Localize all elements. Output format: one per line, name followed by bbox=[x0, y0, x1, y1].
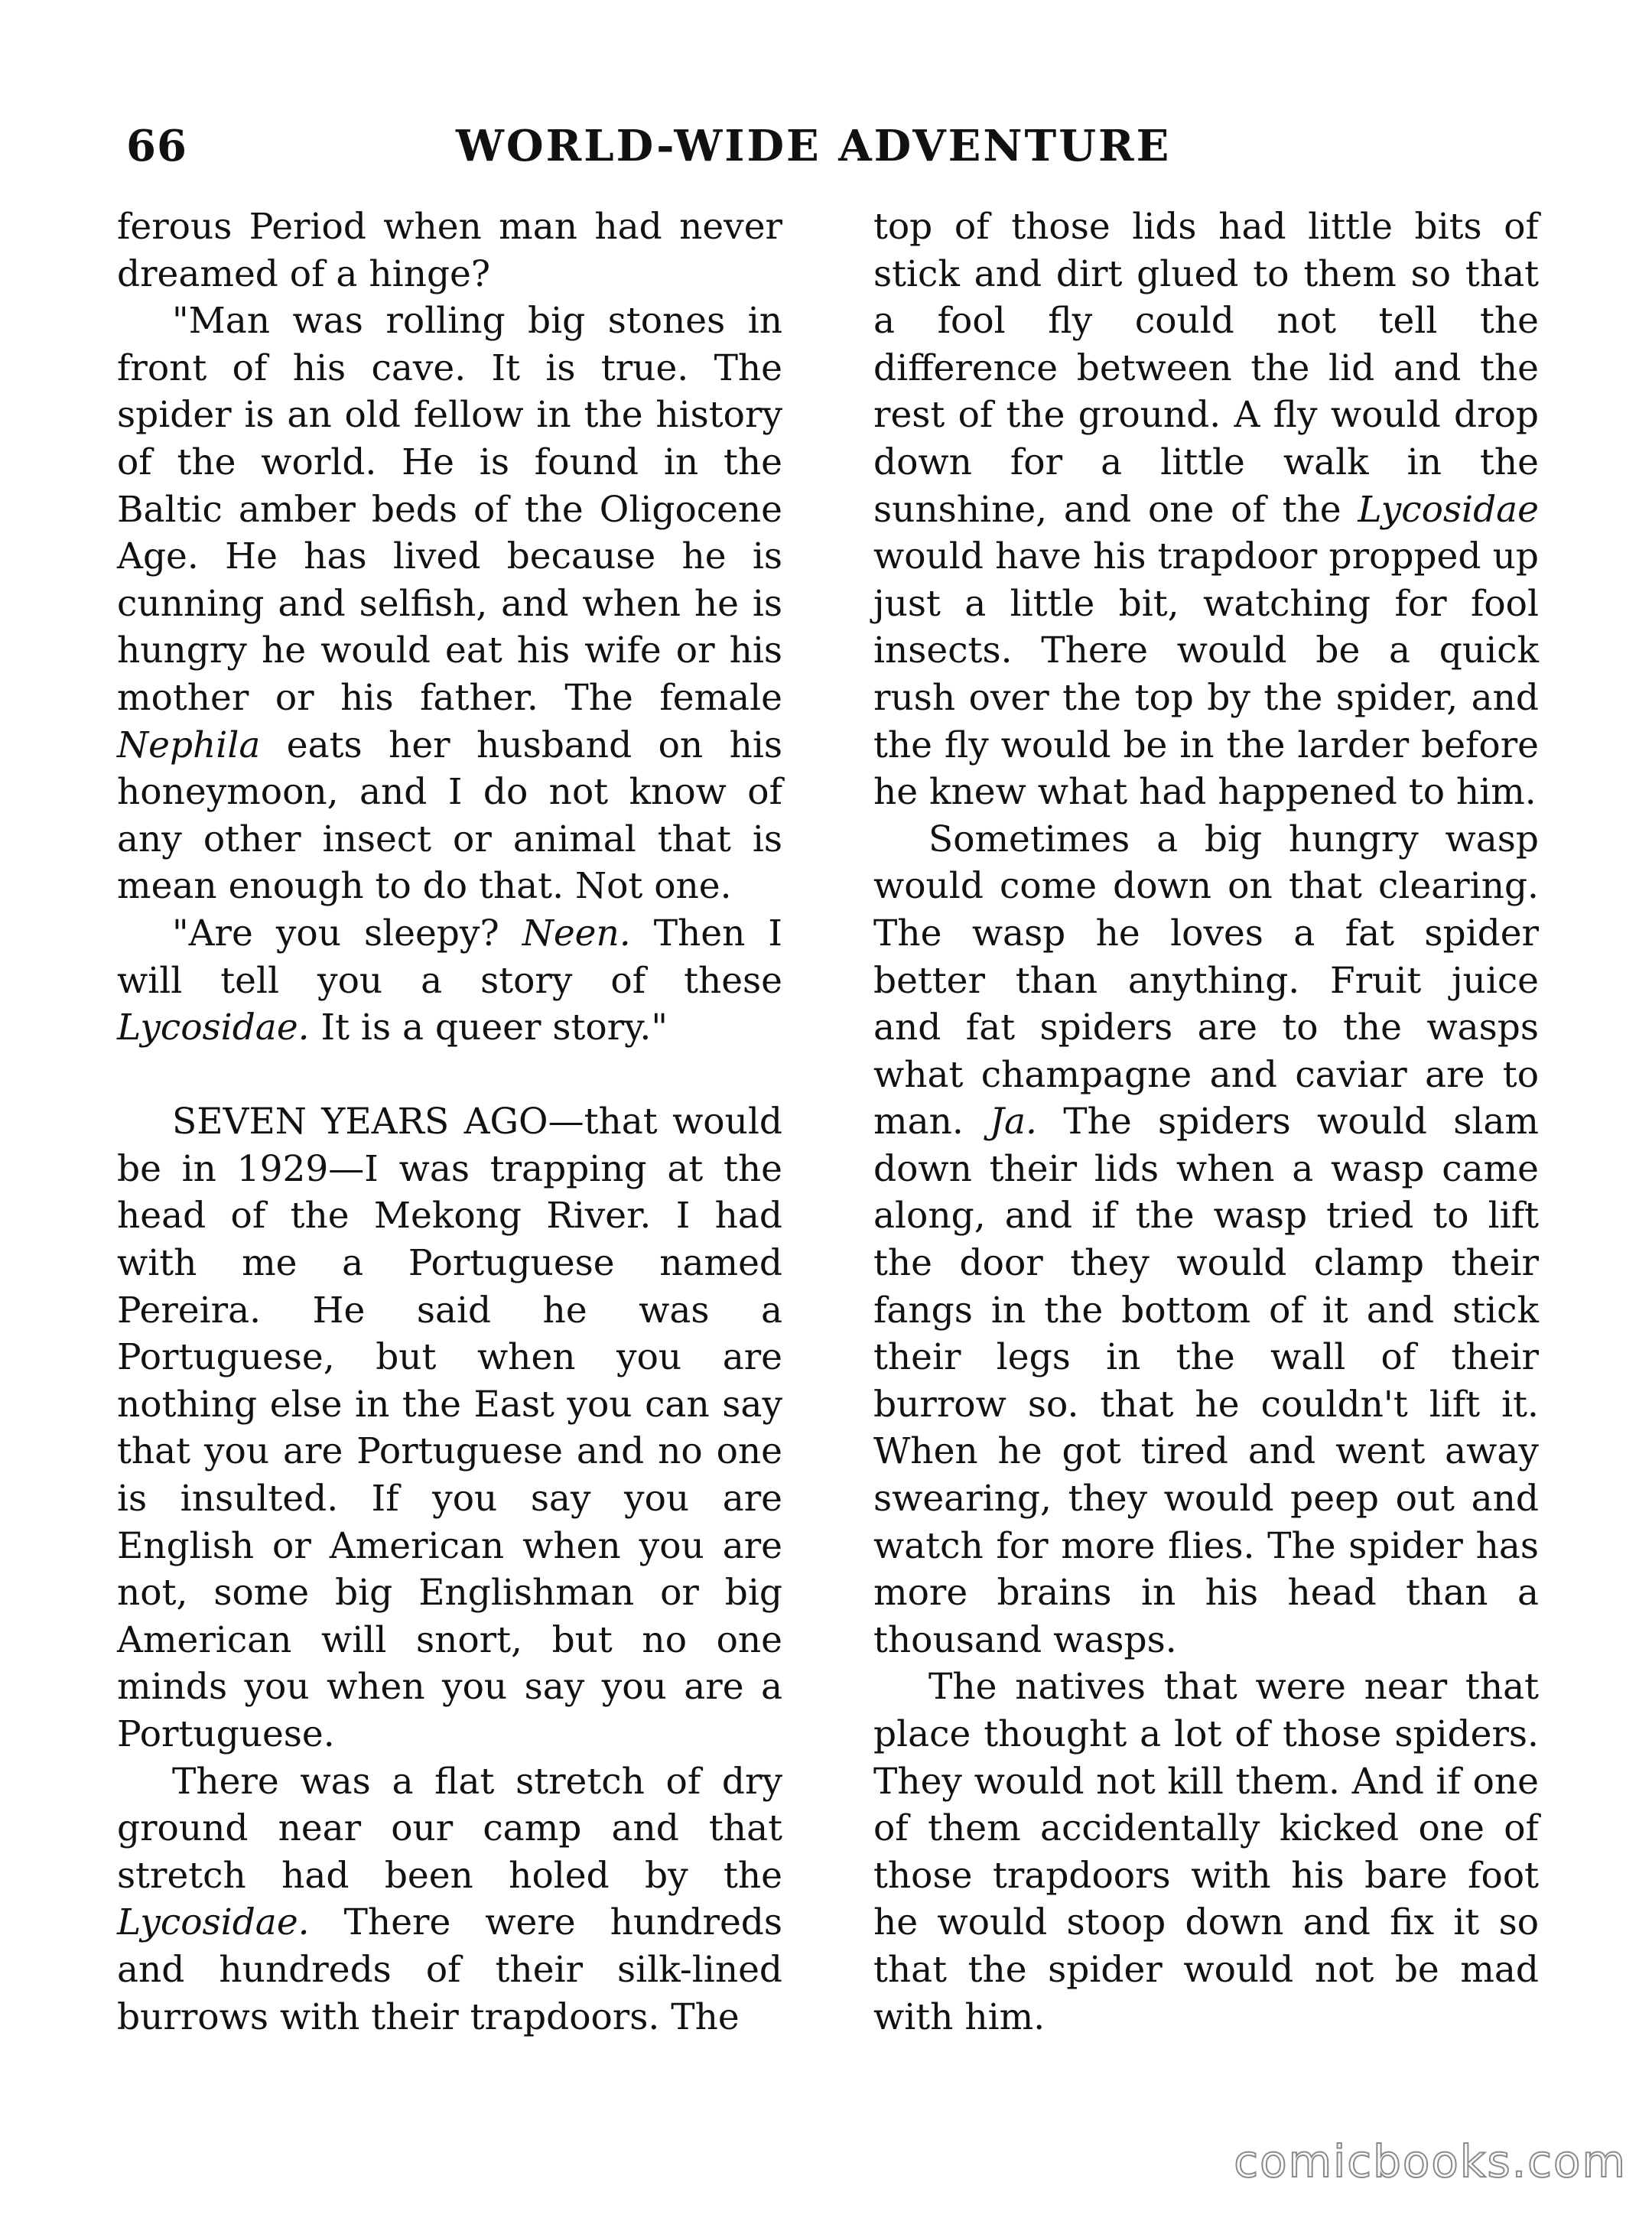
text-run: SEVEN YEARS AGO—that would be in 1929—I was trapping at the head of the Mekong River. I had with me a Portuguese named Pereira. He said he was a Portuguese, but when you are nothing else in the East you can say that you are Portuguese and no one is insulted. If you say you are English or American when you are not, some big Englishman or big American will snort, but no one minds you when you say you are a Portuguese. bbox=[117, 1101, 782, 1755]
paragraph bbox=[117, 1098, 782, 1758]
paragraph bbox=[117, 298, 782, 910]
text-run: "Man was rolling big stones in front of his cave. It is true. The spider is an old fellow in the history of the world. He is found in the Baltic amber beds of the Oligocene Age. He has lived because he is cunning and selfish, and when he is hungry he would eat his wife or his mother or his father. The female bbox=[117, 300, 782, 719]
text-run: There was a flat stretch of dry ground near our camp and that stretch had been holed by the bbox=[117, 1760, 782, 1897]
italic-term: Lycosidae bbox=[1358, 488, 1539, 531]
paragraph bbox=[117, 1758, 782, 2041]
paragraph bbox=[873, 816, 1539, 1664]
text-run: would have his trapdoor propped up just a little bit, watching for fool insects. There would be a quick rush over the top by the spider, and the fly would be in the larder before he knew what had happened to him. bbox=[873, 535, 1539, 814]
text-run: The spiders would slam down their lids when a wasp came along, and if the wasp tried to lift the door they would clamp their fangs in the bottom of it and stick their legs in the wall of their burrow so. that he couldn't lift it. When he got tired and went away swearing, they would peep out and watch for more flies. The spider has more brains in his head than a thousand wasps. bbox=[873, 1101, 1539, 1661]
italic-term: Neen. bbox=[522, 912, 631, 955]
text-run: "Are you sleepy? bbox=[172, 912, 522, 955]
running-title: WORLD-WIDE ADVENTURE bbox=[456, 121, 1172, 171]
text-run: Sometimes a big hungry wasp would come down on that clearing. The wasp he loves a fat spider better than anything. Fruit juice and fat spiders are to the wasps what champagne and caviar are to man. bbox=[873, 818, 1539, 1143]
text-run: It is a queer story." bbox=[309, 1007, 668, 1049]
page-number: 66 bbox=[126, 121, 187, 171]
paragraph bbox=[873, 1664, 1539, 2041]
italic-term: Lycosidae. bbox=[117, 1007, 310, 1049]
paragraph bbox=[117, 203, 782, 298]
text-run: The natives that were near that place thought a lot of those spiders. They would not kill them. And if one of them accidentally kicked one of those trapdoors with his bare foot he would stoop down and fix it so that the spider would not be mad with him. bbox=[873, 1666, 1539, 2038]
text-run: Then I will tell you a story of these bbox=[117, 912, 782, 1002]
text-run: top of those lids had little bits of stick and dirt glued to them so that a fool fly could not tell the difference between the lid and the rest of the ground. A fly would drop down for a little walk in the sunshine, and one of the bbox=[873, 206, 1539, 531]
watermark: comicbooks.com bbox=[1234, 2135, 1627, 2187]
italic-term: Lycosidae. bbox=[117, 1901, 310, 1944]
left-column bbox=[117, 203, 782, 2041]
italic-term: Nephila bbox=[117, 724, 261, 766]
text-run: eats her husband on his honeymoon, and I do not know of any other insect or animal that is mean enough to do that. Not one. bbox=[117, 724, 782, 908]
text-run: ferous Period when man had never dreamed of a hinge? bbox=[117, 206, 782, 295]
italic-term: Ja. bbox=[990, 1101, 1037, 1143]
text-run: There were hundreds and hundreds of their silk-lined burrows with their trapdoors. The bbox=[117, 1901, 782, 2038]
paragraph bbox=[117, 910, 782, 1052]
paragraph bbox=[873, 203, 1539, 816]
right-column bbox=[873, 203, 1539, 2041]
